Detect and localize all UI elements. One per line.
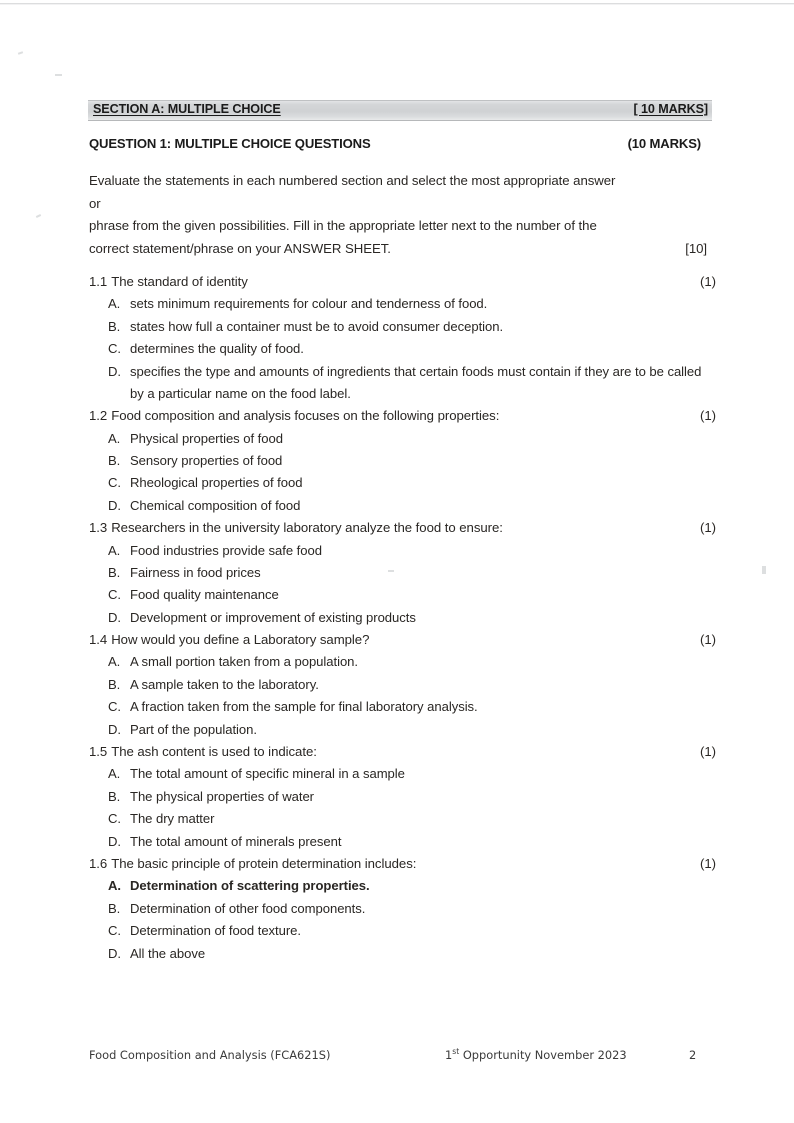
option-text: Food industries provide safe food — [130, 542, 322, 558]
option-letter: D. — [108, 363, 121, 379]
option-letter: D. — [108, 945, 121, 961]
option-text: All the above — [130, 945, 206, 961]
option-item[interactable] — [88, 786, 712, 808]
option-item[interactable] — [88, 562, 712, 584]
option-item[interactable] — [88, 472, 712, 494]
question-block — [88, 517, 716, 629]
option-text: Chemical composition of food — [130, 497, 301, 513]
option-list — [88, 875, 712, 965]
option-text: A sample taken to the laboratory. — [130, 676, 319, 692]
question-stem — [88, 517, 716, 539]
option-item[interactable] — [88, 584, 712, 606]
instructions-line-2: or — [89, 195, 101, 211]
question-block — [88, 629, 716, 741]
question-stem — [88, 271, 716, 293]
question-text: The basic principle of protein determination includes: — [111, 856, 417, 872]
question-stem — [88, 405, 716, 427]
question-number: 1.3 — [89, 520, 108, 536]
question-text: Food composition and analysis focuses on the following properties: — [111, 408, 500, 424]
option-item[interactable] — [88, 607, 712, 629]
option-text: sets minimum requirements for colour and tenderness of food. — [130, 296, 488, 312]
option-text: A small portion taken from a population. — [130, 654, 358, 670]
scan-speck — [18, 51, 23, 55]
option-text: The dry matter — [130, 811, 215, 827]
question-block — [88, 741, 716, 853]
option-text: Rheological properties of food — [130, 475, 303, 491]
question-text: The standard of identity — [111, 274, 248, 289]
option-text: Part of the population. — [130, 721, 257, 737]
instructions-line-1: Evaluate the statements in each numbered section and select the most appropriate answer — [89, 173, 616, 188]
footer-course: Food Composition and Analysis (FCA621S) — [89, 1048, 331, 1062]
footer-opportunity-text: Opportunity November 2023 — [462, 1048, 627, 1062]
option-letter: B. — [108, 318, 121, 334]
section-marks: [ 10 MARKS] — [633, 102, 708, 116]
option-letter: C. — [108, 475, 121, 491]
option-item[interactable] — [88, 361, 712, 406]
option-text: A fraction taken from the sample for final laboratory analysis. — [130, 699, 478, 715]
option-item[interactable] — [88, 540, 712, 562]
option-item[interactable] — [88, 696, 712, 718]
option-letter: A. — [108, 542, 121, 558]
option-item[interactable] — [88, 495, 712, 517]
scan-speck — [36, 214, 41, 218]
option-list — [88, 651, 712, 741]
option-letter: A. — [108, 296, 121, 312]
option-letter: A. — [108, 766, 121, 782]
option-item[interactable] — [88, 651, 712, 673]
scan-speck — [55, 74, 62, 76]
option-text: specifies the type and amounts of ingredients that certain foods must contain if they are to be called by a particular name on the food label. — [130, 363, 702, 401]
option-item[interactable] — [88, 808, 712, 830]
option-text: Determination of food texture. — [130, 923, 301, 939]
question-stem — [88, 741, 716, 763]
instructions-paragraph — [89, 170, 707, 260]
instructions-line-4 — [89, 238, 707, 261]
question-marks: (1) — [700, 408, 716, 424]
question-block — [88, 405, 716, 517]
option-item[interactable] — [88, 831, 712, 853]
option-text: Food quality maintenance — [130, 587, 279, 603]
option-list — [88, 428, 712, 518]
question-1-marks: (10 MARKS) — [627, 136, 701, 151]
section-title: SECTION A: MULTIPLE CHOICE — [93, 102, 281, 116]
question-1-title: QUESTION 1: MULTIPLE CHOICE QUESTIONS — [89, 136, 371, 151]
option-letter: B. — [108, 564, 121, 580]
question-number: 1.2 — [89, 408, 108, 424]
option-letter: C. — [108, 699, 121, 715]
question-marks: (1) — [700, 520, 716, 536]
option-letter: A. — [108, 430, 121, 446]
option-list — [88, 540, 712, 630]
option-item[interactable] — [88, 450, 712, 472]
option-text: Fairness in food prices — [130, 564, 261, 580]
instructions-line-4-text: correct statement/phrase on your ANSWER SHEET. — [89, 240, 391, 256]
question-number: 1.5 — [89, 744, 108, 760]
question-number: 1.4 — [89, 632, 108, 648]
option-text: Sensory properties of food — [130, 453, 283, 469]
question-text: How would you define a Laboratory sample? — [111, 632, 370, 648]
option-item[interactable] — [88, 719, 712, 741]
scan-speck — [762, 566, 766, 574]
option-text: Determination of other food components. — [130, 900, 366, 916]
option-letter: A. — [108, 878, 121, 894]
question-text: Researchers in the university laboratory analyze the food to ensure: — [111, 520, 503, 536]
question-block — [88, 271, 716, 405]
question-1-heading — [89, 136, 701, 151]
option-letter: D. — [108, 497, 121, 513]
option-text: Determination of scattering properties. — [130, 878, 370, 894]
question-block — [88, 853, 716, 965]
question-marks: (1) — [700, 632, 716, 648]
instructions-total-marks: [10] — [685, 240, 707, 256]
exam-page — [88, 0, 716, 1123]
footer-opportunity-suffix: st — [452, 1047, 460, 1057]
option-letter: B. — [108, 788, 121, 804]
option-list — [88, 293, 712, 405]
option-item[interactable] — [88, 293, 712, 315]
option-letter: B. — [108, 453, 121, 469]
instructions-line-3: phrase from the given possibilities. Fill in the appropriate letter next to the number of the — [89, 218, 597, 234]
option-text: The total amount of minerals present — [130, 833, 342, 849]
option-item[interactable] — [88, 920, 712, 942]
option-text: Physical properties of food — [130, 430, 283, 446]
option-letter: C. — [108, 341, 121, 357]
question-list — [88, 271, 716, 965]
option-item[interactable] — [88, 428, 712, 450]
footer-opportunity — [445, 1048, 627, 1062]
option-list — [88, 763, 712, 853]
option-text: The physical properties of water — [130, 788, 314, 804]
option-item[interactable] — [88, 898, 712, 920]
option-item[interactable] — [88, 674, 712, 696]
option-item[interactable] — [88, 316, 712, 338]
option-text: determines the quality of food. — [130, 341, 304, 357]
option-text: The total amount of specific mineral in a sample — [130, 766, 405, 782]
question-marks: (1) — [700, 274, 716, 289]
option-item[interactable] — [88, 338, 712, 360]
question-text: The ash content is used to indicate: — [111, 744, 317, 760]
option-letter: B. — [108, 676, 121, 692]
option-letter: D. — [108, 833, 121, 849]
section-a-header-bar — [88, 100, 712, 121]
option-text: states how full a container must be to avoid consumer deception. — [130, 318, 504, 334]
question-stem — [88, 853, 716, 875]
option-item[interactable] — [88, 875, 712, 897]
question-number: 1.6 — [89, 856, 108, 872]
question-marks: (1) — [700, 856, 716, 872]
question-number: 1.1 — [89, 274, 108, 289]
option-item[interactable] — [88, 943, 712, 965]
option-text: Development or improvement of existing products — [130, 609, 416, 625]
option-letter: B. — [108, 900, 121, 916]
footer-opportunity-number: 1 — [445, 1048, 453, 1062]
option-letter: C. — [108, 811, 121, 827]
option-letter: C. — [108, 587, 121, 603]
option-letter: C. — [108, 923, 121, 939]
option-item[interactable] — [88, 763, 712, 785]
question-marks: (1) — [700, 744, 716, 760]
footer-page-number: 2 — [689, 1048, 697, 1062]
page-footer — [88, 1048, 712, 1068]
option-letter: A. — [108, 654, 121, 670]
question-stem — [88, 629, 716, 651]
option-letter: D. — [108, 609, 121, 625]
option-letter: D. — [108, 721, 121, 737]
